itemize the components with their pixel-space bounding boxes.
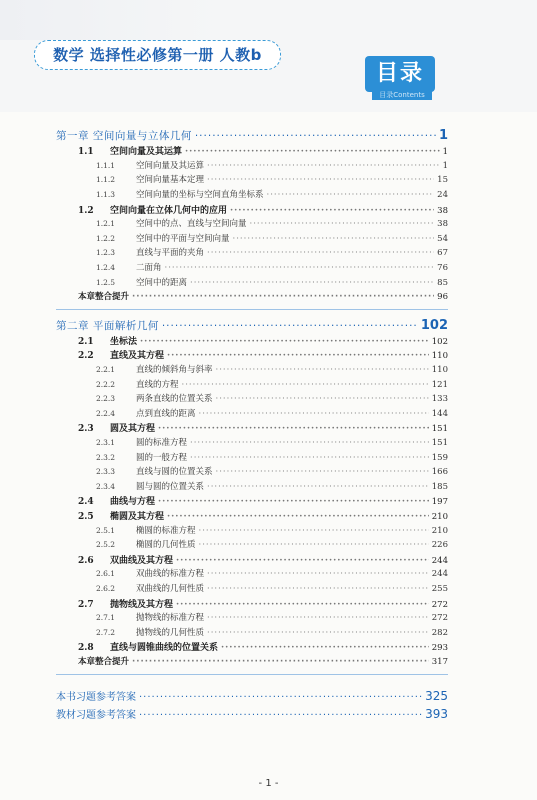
subsection-number: 2.2.3 xyxy=(96,394,116,404)
subsection-title: 空间向量及其运算 xyxy=(136,160,205,171)
answer-key-entry[interactable] xyxy=(56,688,448,703)
leader-dots xyxy=(167,351,429,361)
leader-dots xyxy=(190,438,429,448)
subsection-page: 54 xyxy=(437,233,448,244)
subsection-number: 2.6.2 xyxy=(96,584,116,593)
section-entry[interactable] xyxy=(56,334,448,347)
subsection-number: 2.5.1 xyxy=(96,525,116,535)
subsection-page: 151 xyxy=(431,438,448,448)
subsection-number: 1.1.1 xyxy=(96,160,116,170)
page-header xyxy=(0,0,537,112)
subsection-title: 直线与平面的夹角 xyxy=(136,248,205,259)
subsection-title: 直线的倾斜角与斜率 xyxy=(136,365,213,375)
subsection-number: 1.2.4 xyxy=(96,262,116,272)
leader-dots xyxy=(207,628,429,638)
section-title: 圆及其方程 xyxy=(110,424,156,435)
section-entry[interactable] xyxy=(56,597,448,610)
subsection-entry[interactable] xyxy=(56,567,448,579)
section-title: 椭圆及其方程 xyxy=(110,512,165,522)
subsection-page: 15 xyxy=(437,175,448,186)
subsection-title: 椭圆的标准方程 xyxy=(136,525,196,536)
subsection-entry[interactable] xyxy=(56,378,448,390)
section-page: 151 xyxy=(431,424,448,435)
section-title: 空间向量及其运算 xyxy=(110,147,183,158)
summary-page: 317 xyxy=(431,657,448,667)
leader-dots xyxy=(190,453,429,463)
subsection-title: 双曲线的几何性质 xyxy=(136,584,205,594)
leader-dots xyxy=(207,482,429,492)
subsection-entry[interactable] xyxy=(56,246,448,258)
section-title: 曲线与方程 xyxy=(110,497,156,508)
subsection-title: 直线与圆的位置关系 xyxy=(136,467,213,478)
subsection-entry[interactable] xyxy=(56,261,448,273)
subsection-entry[interactable] xyxy=(56,276,448,288)
subsection-title: 空间中的距离 xyxy=(136,277,188,288)
leader-dots xyxy=(207,584,429,594)
subsection-number: 2.2.4 xyxy=(96,408,116,418)
subsection-number: 2.3.1 xyxy=(96,438,116,447)
leader-dots xyxy=(216,467,429,477)
leader-dots xyxy=(267,190,435,200)
subsection-entry[interactable] xyxy=(56,480,448,492)
subsection-entry[interactable] xyxy=(56,524,448,536)
leader-dots xyxy=(176,600,429,610)
subsection-entry[interactable] xyxy=(56,611,448,623)
leader-dots xyxy=(185,147,440,157)
chapter-title: 第一章 空间向量与立体几何 xyxy=(56,130,192,142)
subsection-entry[interactable] xyxy=(56,626,448,638)
section-entry[interactable] xyxy=(56,144,448,157)
subsection-title: 圆与圆的位置关系 xyxy=(136,481,205,492)
chapter-page: 102 xyxy=(420,317,448,333)
subsection-number: 2.7.2 xyxy=(96,627,116,637)
answer-key-entry[interactable] xyxy=(56,706,448,721)
subsection-page: 210 xyxy=(431,525,448,536)
section-number: 2.3 xyxy=(78,424,94,435)
section-number: 2.4 xyxy=(78,497,94,508)
subsection-title: 双曲线的标准方程 xyxy=(136,569,205,580)
subsection-page: 272 xyxy=(431,613,448,624)
leader-dots xyxy=(162,320,418,332)
subsection-number: 1.2.1 xyxy=(96,219,116,229)
section-number: 1.1 xyxy=(78,147,94,158)
leader-dots xyxy=(167,512,429,522)
leader-dots xyxy=(207,175,434,185)
leader-dots xyxy=(207,613,429,623)
subsection-page: 226 xyxy=(431,540,448,551)
section-title: 直线及其方程 xyxy=(110,351,165,362)
subsection-entry[interactable] xyxy=(56,436,448,448)
section-title: 坐标法 xyxy=(110,336,138,347)
summary-page: 96 xyxy=(437,292,448,303)
subsection-page: 282 xyxy=(431,627,448,638)
leader-dots xyxy=(199,526,429,536)
leader-dots xyxy=(199,409,429,419)
section-page: 110 xyxy=(431,351,448,362)
leader-dots xyxy=(199,540,429,550)
chapter-summary-entry[interactable] xyxy=(56,290,448,302)
subsection-title: 圆的一般方程 xyxy=(136,452,188,463)
toc-heading: 目录 xyxy=(365,56,435,92)
leader-dots xyxy=(132,657,429,667)
leader-dots xyxy=(182,380,429,390)
subsection-page: 255 xyxy=(431,584,448,594)
subsection-title: 空间中的点、直线与空间向量 xyxy=(136,219,247,230)
subsection-title: 抛物线的标准方程 xyxy=(136,613,205,624)
subsection-number: 1.1.3 xyxy=(96,189,116,199)
chapter-page: 1 xyxy=(438,128,448,143)
subsection-page: 1 xyxy=(442,160,448,171)
subsection-entry[interactable] xyxy=(56,407,448,419)
subsection-page: 110 xyxy=(431,365,448,375)
leader-dots xyxy=(233,234,435,244)
section-title: 直线与圆锥曲线的位置关系 xyxy=(110,643,219,654)
leader-dots xyxy=(230,206,434,216)
subsection-entry[interactable] xyxy=(56,465,448,477)
subsection-entry[interactable] xyxy=(56,173,448,185)
subsection-number: 1.2.5 xyxy=(96,277,116,287)
section-entry[interactable] xyxy=(56,553,448,566)
subsection-entry[interactable] xyxy=(56,217,448,229)
subsection-title: 两条直线的位置关系 xyxy=(136,394,213,405)
leader-dots xyxy=(140,337,429,347)
section-page: 293 xyxy=(431,643,448,654)
subsection-entry[interactable] xyxy=(56,232,448,244)
subsection-title: 椭圆的几何性质 xyxy=(136,540,196,551)
subsection-number: 1.2.3 xyxy=(96,248,116,258)
section-number: 1.2 xyxy=(78,205,94,216)
leader-dots xyxy=(132,292,434,302)
subsection-entry[interactable] xyxy=(56,582,448,594)
leader-dots xyxy=(250,219,435,229)
section-entry[interactable] xyxy=(56,494,448,507)
subsection-page: 38 xyxy=(437,219,448,230)
subsection-page: 67 xyxy=(437,248,448,259)
subsection-title: 空间向量的坐标与空间直角坐标系 xyxy=(136,189,264,200)
chapter-entry[interactable] xyxy=(56,318,448,333)
leader-dots xyxy=(190,278,434,288)
section-divider xyxy=(56,674,448,675)
leader-dots xyxy=(176,556,429,566)
section-number: 2.8 xyxy=(78,643,94,654)
subsection-page: 121 xyxy=(431,379,448,390)
header-decoration xyxy=(0,0,220,40)
leader-dots xyxy=(165,263,435,273)
page-number: - 1 - xyxy=(258,778,279,789)
leader-dots xyxy=(158,424,429,434)
section-page: 102 xyxy=(431,336,448,347)
summary-title: 本章整合提升 xyxy=(78,657,130,667)
toc-heading-sub: 目录Contents xyxy=(372,90,432,100)
leader-dots xyxy=(207,569,429,579)
section-page: 244 xyxy=(431,555,448,566)
section-page: 38 xyxy=(437,205,448,216)
subsection-number: 2.3.4 xyxy=(96,481,116,491)
book-title: 数学 选择性必修第一册 人教b xyxy=(34,40,281,70)
subsection-title: 直线的方程 xyxy=(136,379,179,390)
section-page: 272 xyxy=(431,599,448,610)
subsection-title: 空间中的平面与空间向量 xyxy=(136,233,230,244)
subsection-title: 点到直线的距离 xyxy=(136,408,196,419)
subsection-page: 76 xyxy=(437,262,448,273)
section-entry[interactable] xyxy=(56,509,448,522)
subsection-page: 133 xyxy=(431,394,448,405)
section-number: 2.2 xyxy=(78,351,94,362)
section-number: 2.7 xyxy=(78,599,94,610)
chapter-summary-entry[interactable] xyxy=(56,655,448,667)
chapter-title: 第二章 平面解析几何 xyxy=(56,319,159,332)
answer-key-page: 325 xyxy=(425,688,448,703)
section-number: 2.6 xyxy=(78,555,94,566)
subsection-entry[interactable] xyxy=(56,159,448,171)
subsection-entry[interactable] xyxy=(56,451,448,463)
leader-dots xyxy=(158,497,429,507)
answer-key-title: 教材习题参考答案 xyxy=(56,709,136,721)
subsection-title: 空间向量基本定理 xyxy=(136,175,205,186)
subsection-number: 1.2.2 xyxy=(96,233,116,243)
subsection-number: 2.2.2 xyxy=(96,379,116,389)
leader-dots xyxy=(216,394,429,404)
subsection-page: 185 xyxy=(431,481,448,492)
section-title: 抛物线及其方程 xyxy=(110,599,174,610)
subsection-number: 2.5.2 xyxy=(96,540,116,550)
subsection-number: 1.1.2 xyxy=(96,175,116,185)
section-number: 2.5 xyxy=(78,512,94,522)
section-number: 2.1 xyxy=(78,336,94,347)
leader-dots xyxy=(139,710,422,721)
subsection-page: 24 xyxy=(437,189,448,200)
subsection-entry[interactable] xyxy=(56,363,448,375)
section-entry[interactable] xyxy=(56,348,448,361)
subsection-entry[interactable] xyxy=(56,392,448,404)
leader-dots xyxy=(139,692,422,703)
leader-dots xyxy=(207,161,440,171)
section-title: 双曲线及其方程 xyxy=(110,555,174,566)
subsection-number: 2.3.2 xyxy=(96,452,116,462)
section-entry[interactable] xyxy=(56,421,448,434)
subsection-page: 85 xyxy=(437,277,448,288)
leader-dots xyxy=(216,365,429,375)
section-divider xyxy=(56,309,448,310)
answer-key-page: 393 xyxy=(425,706,448,721)
leader-dots xyxy=(207,248,434,258)
leader-dots xyxy=(195,130,436,142)
subsection-entry[interactable] xyxy=(56,538,448,550)
subsection-title: 抛物线的几何性质 xyxy=(136,627,205,638)
section-title: 空间向量在立体几何中的应用 xyxy=(110,205,228,216)
section-entry[interactable] xyxy=(56,640,448,653)
subsection-page: 144 xyxy=(431,408,448,419)
section-entry[interactable] xyxy=(56,203,448,216)
subsection-number: 2.7.1 xyxy=(96,613,116,623)
chapter-entry[interactable] xyxy=(56,128,448,143)
subsection-title: 二面角 xyxy=(136,262,162,273)
section-page: 210 xyxy=(431,512,448,522)
summary-title: 本章整合提升 xyxy=(78,292,130,303)
answer-key-title: 本书习题参考答案 xyxy=(56,691,136,703)
section-page: 197 xyxy=(431,497,448,508)
subsection-page: 244 xyxy=(431,569,448,580)
subsection-page: 159 xyxy=(431,452,448,463)
subsection-number: 2.6.1 xyxy=(96,569,116,579)
subsection-number: 2.2.1 xyxy=(96,365,116,374)
leader-dots xyxy=(221,643,429,653)
subsection-entry[interactable] xyxy=(56,188,448,200)
subsection-page: 166 xyxy=(431,467,448,478)
section-page: 1 xyxy=(442,147,448,158)
subsection-title: 圆的标准方程 xyxy=(136,438,188,448)
subsection-number: 2.3.3 xyxy=(96,467,116,477)
